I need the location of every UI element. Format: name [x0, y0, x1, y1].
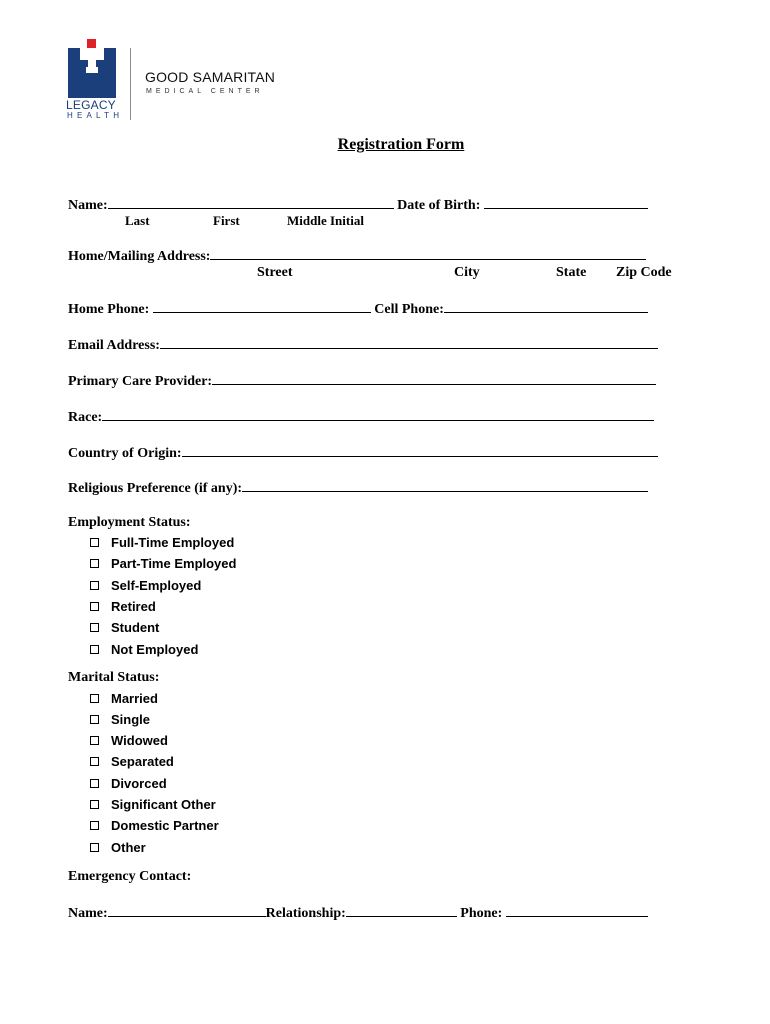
- email-field[interactable]: [160, 336, 658, 349]
- legacy-logo-mark-icon: [66, 38, 118, 98]
- country-field[interactable]: [182, 444, 658, 457]
- emergency-name-label: Name:: [68, 906, 108, 921]
- address-sub-city: City: [454, 265, 480, 280]
- phone-row: [68, 300, 648, 318]
- race-field[interactable]: [102, 408, 654, 421]
- cell-phone-label: Cell Phone:: [374, 302, 444, 317]
- logo-brand: LEGACY: [66, 98, 116, 112]
- logo-brand-sub: HEALTH: [67, 111, 124, 120]
- pcp-field[interactable]: [212, 372, 656, 385]
- marital-title: Marital Status:: [68, 670, 160, 685]
- logo-name: GOOD SAMARITAN: [145, 69, 276, 85]
- marital-option[interactable]: Divorced: [90, 774, 167, 792]
- emergency-name-field[interactable]: [108, 904, 266, 917]
- home-phone-label: Home Phone:: [68, 302, 150, 317]
- marital-option[interactable]: Married: [90, 689, 158, 707]
- emergency-row: [68, 904, 648, 922]
- marital-option[interactable]: Separated: [90, 752, 174, 770]
- email-label: Email Address:: [68, 338, 160, 353]
- employment-option[interactable]: Student: [90, 618, 159, 636]
- name-dob-row: [68, 196, 648, 214]
- address-sub-street: Street: [257, 265, 293, 280]
- emergency-relationship-field[interactable]: [346, 904, 457, 917]
- checkbox[interactable]: [90, 779, 99, 788]
- employment-option[interactable]: Not Employed: [90, 640, 198, 658]
- marital-option[interactable]: Single: [90, 710, 150, 728]
- home-phone-field[interactable]: [153, 300, 371, 313]
- employment-option[interactable]: Retired: [90, 597, 156, 615]
- name-field[interactable]: [108, 196, 394, 209]
- country-row: [68, 444, 658, 462]
- cell-phone-field[interactable]: [444, 300, 648, 313]
- checkbox[interactable]: [90, 623, 99, 632]
- pcp-row: [68, 372, 656, 390]
- dob-field[interactable]: [484, 196, 648, 209]
- checkbox[interactable]: [90, 581, 99, 590]
- marital-option[interactable]: Significant Other: [90, 795, 216, 813]
- marital-option[interactable]: Other: [90, 838, 146, 856]
- checkbox[interactable]: [90, 843, 99, 852]
- address-sub-zip: Zip Code: [616, 265, 672, 280]
- marital-option[interactable]: Domestic Partner: [90, 816, 219, 834]
- employment-option[interactable]: Self-Employed: [90, 576, 201, 594]
- religion-label: Religious Preference (if any):: [68, 481, 243, 496]
- logo: [66, 38, 286, 122]
- checkbox[interactable]: [90, 538, 99, 547]
- checkbox[interactable]: [90, 694, 99, 703]
- logo-subtitle: MEDICAL CENTER: [146, 88, 264, 95]
- email-row: [68, 336, 658, 354]
- employment-title: Employment Status:: [68, 515, 191, 530]
- checkbox[interactable]: [90, 800, 99, 809]
- emergency-phone-label: Phone:: [460, 906, 503, 921]
- dob-label: Date of Birth:: [397, 198, 481, 213]
- race-label: Race:: [68, 410, 103, 425]
- logo-divider: [130, 48, 131, 120]
- emergency-relationship-label: Relationship:: [265, 906, 346, 921]
- checkbox[interactable]: [90, 821, 99, 830]
- employment-option[interactable]: Full-Time Employed: [90, 533, 234, 551]
- country-label: Country of Origin:: [68, 446, 182, 461]
- marital-option[interactable]: Widowed: [90, 731, 168, 749]
- checkbox[interactable]: [90, 757, 99, 766]
- name-sub-middle: Middle Initial: [287, 213, 364, 228]
- pcp-label: Primary Care Provider:: [68, 374, 213, 389]
- name-sub-last: Last: [125, 213, 150, 228]
- form-title: Registration Form: [337, 136, 465, 153]
- address-row: [68, 247, 646, 265]
- address-field[interactable]: [210, 247, 646, 260]
- checkbox[interactable]: [90, 715, 99, 724]
- emergency-phone-field[interactable]: [506, 904, 648, 917]
- emergency-title: Emergency Contact:: [68, 869, 192, 884]
- name-sub-first: First: [213, 213, 240, 228]
- religion-row: [68, 479, 648, 497]
- religion-field[interactable]: [242, 479, 648, 492]
- employment-option[interactable]: Part-Time Employed: [90, 554, 236, 572]
- checkbox[interactable]: [90, 736, 99, 745]
- address-sub-state: State: [556, 265, 587, 280]
- address-label: Home/Mailing Address:: [68, 249, 211, 264]
- checkbox[interactable]: [90, 602, 99, 611]
- checkbox[interactable]: [90, 559, 99, 568]
- checkbox[interactable]: [90, 645, 99, 654]
- name-label: Name:: [68, 198, 108, 213]
- race-row: [68, 408, 654, 426]
